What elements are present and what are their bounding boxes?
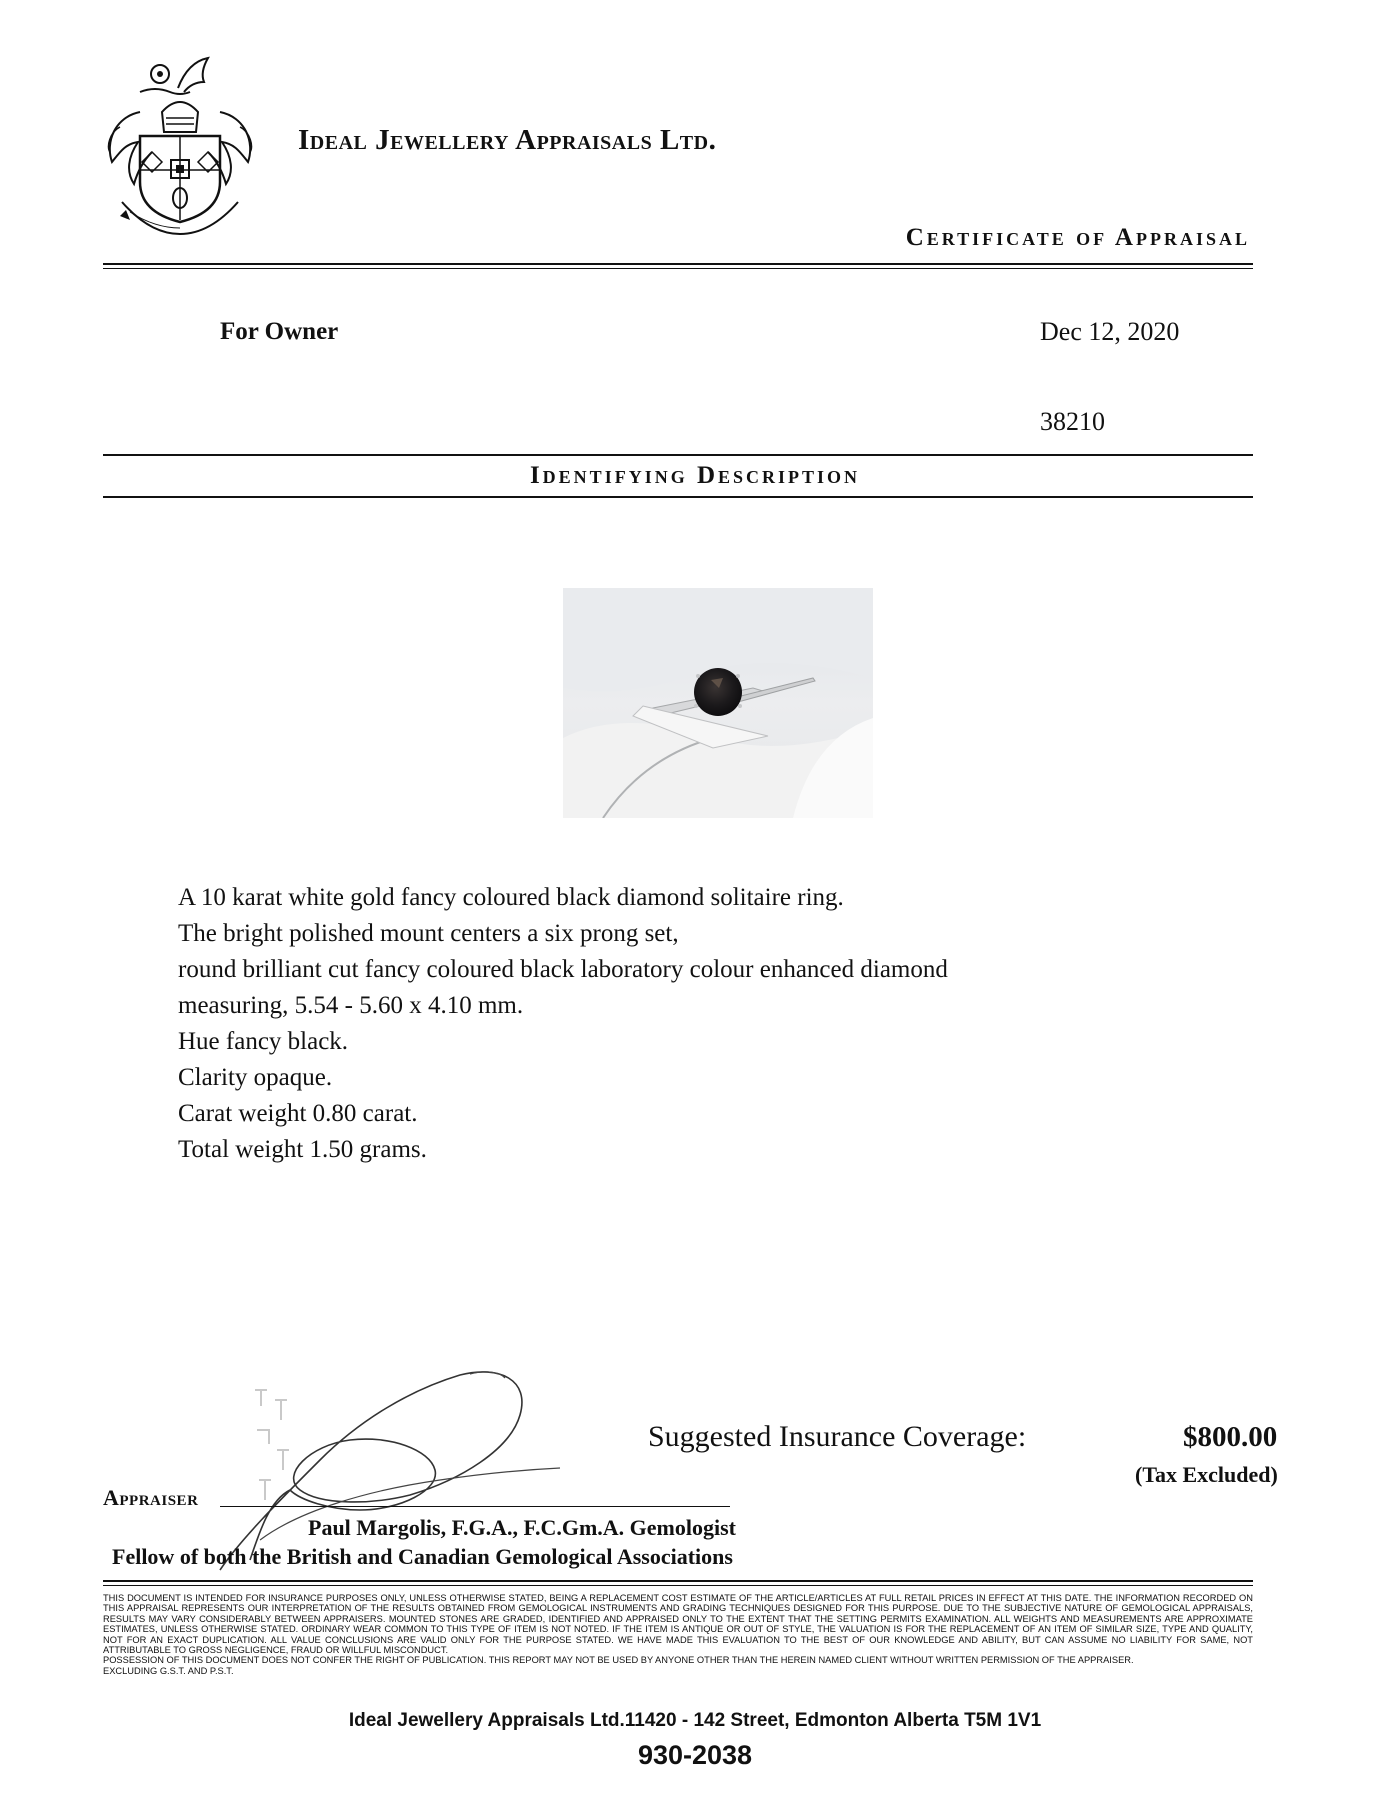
appraiser-credentials: Fellow of both the British and Canadian Gemological Associations bbox=[112, 1544, 733, 1569]
insurance-coverage-label: Suggested Insurance Coverage: bbox=[648, 1420, 1027, 1453]
description-line: round brilliant cut fancy coloured black laboratory colour enhanced diamond bbox=[178, 956, 948, 983]
appraisal-date: Dec 12, 2020 bbox=[1040, 317, 1180, 346]
footer-rule-thick bbox=[103, 1580, 1253, 1582]
description-line: Hue fancy black. bbox=[178, 1028, 349, 1055]
section-title: Identifying Description bbox=[529, 462, 861, 489]
description-line: A 10 karat white gold fancy coloured black diamond solitaire ring. bbox=[178, 884, 844, 911]
insurance-coverage-amount: $800.00 bbox=[1183, 1421, 1278, 1453]
description-line: Carat weight 0.80 carat. bbox=[178, 1100, 418, 1127]
legal-disclaimer bbox=[103, 1593, 1253, 1676]
company-address: Ideal Jewellery Appraisals Ltd.11420 - 142 Street, Edmonton Alberta T5M 1V1 bbox=[348, 1710, 1042, 1731]
document-title: Certificate of Appraisal bbox=[905, 224, 1250, 251]
disclaimer-paragraph: EXCLUDING G.S.T. AND P.S.T. bbox=[103, 1665, 234, 1676]
tax-note: (Tax Excluded) bbox=[1135, 1462, 1278, 1487]
company-name: Ideal Jewellery Appraisals Ltd. bbox=[298, 124, 717, 156]
company-phone: 930-2038 bbox=[637, 1740, 753, 1770]
ring-photo bbox=[563, 588, 873, 818]
description-line: Clarity opaque. bbox=[178, 1064, 333, 1091]
owner-label: For Owner bbox=[220, 318, 339, 345]
disclaimer-paragraph: POSSESSION OF THIS DOCUMENT DOES NOT CONFER THE RIGHT OF PUBLICATION. THIS REPORT MAY NOT BE USED BY ANYONE OTHER THAN THE HEREIN NAMED CLIENT WITHOUT WRITTEN PERMISSION OF THE APPRAISER. bbox=[103, 1655, 1134, 1666]
header-rule-thick bbox=[103, 263, 1253, 265]
description-line: Total weight 1.50 grams. bbox=[178, 1136, 427, 1163]
appraiser-name: Paul Margolis, F.G.A., F.C.Gm.A. Gemologist bbox=[308, 1515, 736, 1540]
appraiser-label: Appraiser bbox=[103, 1485, 199, 1510]
footer-rule-thin bbox=[103, 1585, 1253, 1586]
disclaimer-paragraph: THIS DOCUMENT IS INTENDED FOR INSURANCE PURPOSES ONLY, UNLESS OTHERWISE STATED, BEING A REPLACEMENT COST ESTIMATE OF THE ARTICLE/ARTICLES AT FULL RETAIL PRICES IN EFFECT AT THIS DATE. THE INFORMATION RECORDED ON THIS APPRAISAL REPRESENTS OUR INTERPRETATION OF THE RESULTS OBTAINED FROM GEMOLOGICAL INSTRUMENTS AND GRADING TECHNIQUES DESIGNED FOR THIS PURPOSE. DUE TO THE SUBJECTIVE NATURE OF GEMOLOGICAL APPRAISALS, RESULTS MAY VARY CONSIDERABLY BETWEEN APPRAISERS. MOUNTED STONES ARE GRADED, IDENTIFIED AND APPRAISED ONLY TO THE EXTENT THAT THE SETTING PERMITS EXAMINATION. ALL WEIGHTS AND MEASUREMENTS ARE APPROXIMATE ESTIMATES, UNLESS OTHERWISE STATED. ORDINARY WEAR COMMON TO THIS TYPE OF ITEM IS NOT NOTED. IF THE ITEM IS ANTIQUE OR OUT OF STYLE, THE VALUATION IS FOR THE REPLACEMENT OF AN ITEM OF SIMILAR SIZE, TYPE AND QUALITY, NOT FOR AN EXACT DUPLICATION. ALL VALUE CONCLUSIONS ARE VALID ONLY FOR THE PURPOSE STATED. WE HAVE MADE THIS EVALUATION TO THE BEST OF OUR KNOWLEDGE AND ABILITY, BUT CAN ASSUME NO LIABILITY FOR SAME, NOT ATTRIBUTABLE TO GROSS NEGLIGENCE, FRAUD OR WILLFUL MISCONDUCT. bbox=[103, 1593, 1253, 1656]
signature-line bbox=[220, 1506, 730, 1507]
reference-number: 38210 bbox=[1040, 407, 1105, 436]
header-rule-thin bbox=[103, 268, 1253, 269]
section-rule-top bbox=[103, 454, 1253, 456]
description-line: measuring, 5.54 - 5.60 x 4.10 mm. bbox=[178, 992, 524, 1019]
description-line: The bright polished mount centers a six prong set, bbox=[178, 920, 679, 947]
coat-of-arms-logo bbox=[100, 52, 260, 237]
section-rule-bottom bbox=[103, 496, 1253, 498]
item-description bbox=[178, 880, 948, 1168]
